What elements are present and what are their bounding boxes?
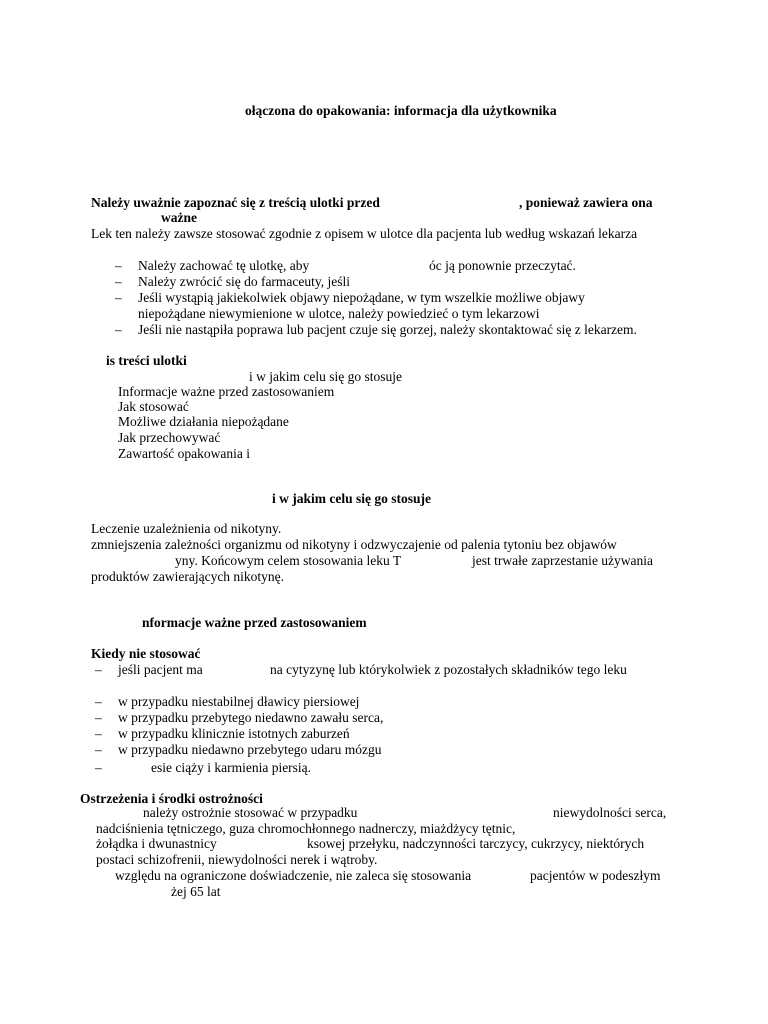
bullet-dash: – xyxy=(115,274,122,289)
toc-item: Zawartość opakowania i xyxy=(118,446,250,461)
bullet-dash: – xyxy=(95,760,102,775)
section3-line: nadciśnienia tętniczego, guza chromochłonnego nadnerczy, miażdżycy tętnic, xyxy=(96,821,516,836)
toc-heading: is treści ulotki xyxy=(106,353,187,368)
contraindication-item: w przypadku niedawno przebytego udaru mózgu xyxy=(118,742,382,757)
bullet-dash: – xyxy=(95,742,102,757)
section2-subheading: Kiedy nie stosować xyxy=(91,646,201,661)
section3-line: względu na ograniczone doświadczenie, nie zaleca się stosowania xyxy=(115,868,472,883)
intro-bold-line1-end: , ponieważ zawiera ona xyxy=(519,195,653,210)
section1-line: produktów zawierających nikotynę. xyxy=(91,569,285,584)
toc-item: i w jakim celu się go stosuje xyxy=(249,369,402,384)
bullet-dash: – xyxy=(115,258,122,273)
contraindication-item: w przypadku przebytego niedawno zawału serca, xyxy=(118,710,384,725)
toc-item: Jak przechowywać xyxy=(118,430,221,445)
section3-line: żej 65 lat xyxy=(171,884,221,899)
section1-line: Leczenie uzależnienia od nikotyny. xyxy=(91,521,282,536)
section1-line-end: jest trwałe zaprzestanie używania xyxy=(472,553,654,568)
bullet-item-cont: niepożądane niewymienione w ulotce, należy powiedzieć o tym lekarzowi xyxy=(138,306,540,321)
bullet-dash: – xyxy=(115,322,122,337)
bullet-item: Jeśli nie nastąpiła poprawa lub pacjent czuje się gorzej, należy skontaktować się z lekarzem. xyxy=(138,322,637,337)
bullet-dash: – xyxy=(95,662,102,677)
page-title: ołączona do opakowania: informacja dla użytkownika xyxy=(245,103,557,118)
section1-line: yny. Końcowym celem stosowania leku T xyxy=(175,553,402,568)
section3-line-end: ksowej przełyku, nadczynności tarczycy, cukrzycy, niektórych xyxy=(307,836,645,851)
intro-line3: Lek ten należy zawsze stosować zgodnie z opisem w ulotce dla pacjenta lub według wskazań lekarza xyxy=(91,226,638,241)
bullet-item: Jeśli wystąpią jakiekolwiek objawy niepożądane, w tym wszelkie możliwe objawy xyxy=(138,290,585,305)
section3-line: należy ostrożnie stosować w przypadku xyxy=(143,805,358,820)
contraindication-item: jeśli pacjent ma xyxy=(118,662,203,677)
section3-line: żołądka i dwunastnicy xyxy=(96,836,217,851)
contraindication-item: w przypadku klinicznie istotnych zaburzeń xyxy=(118,726,350,741)
section3-line-end: pacjentów w podeszłym xyxy=(530,868,661,883)
section3-line-end: niewydolności serca, xyxy=(553,805,667,820)
contraindication-item: w przypadku niestabilnej dławicy piersiowej xyxy=(118,694,360,709)
toc-item: Jak stosować xyxy=(118,399,189,414)
bullet-dash: – xyxy=(115,290,122,305)
toc-item: Informacje ważne przed zastosowaniem xyxy=(118,384,335,399)
bullet-item: Należy zachować tę ulotkę, aby xyxy=(138,258,310,273)
section3-heading: Ostrzeżenia i środki ostrożności xyxy=(80,791,263,806)
contraindication-item: esie ciąży i karmienia piersią. xyxy=(151,760,312,775)
bullet-item: Należy zwrócić się do farmaceuty, jeśli xyxy=(138,274,351,289)
toc-item: Możliwe działania niepożądane xyxy=(118,414,289,429)
section3-line: postaci schizofrenii, niewydolności nerek i wątroby. xyxy=(96,852,378,867)
intro-bold-line1: Należy uważnie zapoznać się z treścią ulotki przed xyxy=(91,195,380,210)
section1-line: zmniejszenia zależności organizmu od nikotyny i odzwyczajenie od palenia tytoniu bez objawów xyxy=(91,537,617,552)
bullet-dash: – xyxy=(95,694,102,709)
bullet-item-end: óc ją ponownie przeczytać. xyxy=(429,258,576,273)
bullet-dash: – xyxy=(95,710,102,725)
bullet-dash: – xyxy=(95,726,102,741)
section2-heading: nformacje ważne przed zastosowaniem xyxy=(142,615,367,630)
intro-bold-line2: ważne xyxy=(161,210,197,225)
contraindication-item-end: na cytyzynę lub którykolwiek z pozostałych składników tego leku xyxy=(270,662,627,677)
section1-heading: i w jakim celu się go stosuje xyxy=(272,491,431,506)
